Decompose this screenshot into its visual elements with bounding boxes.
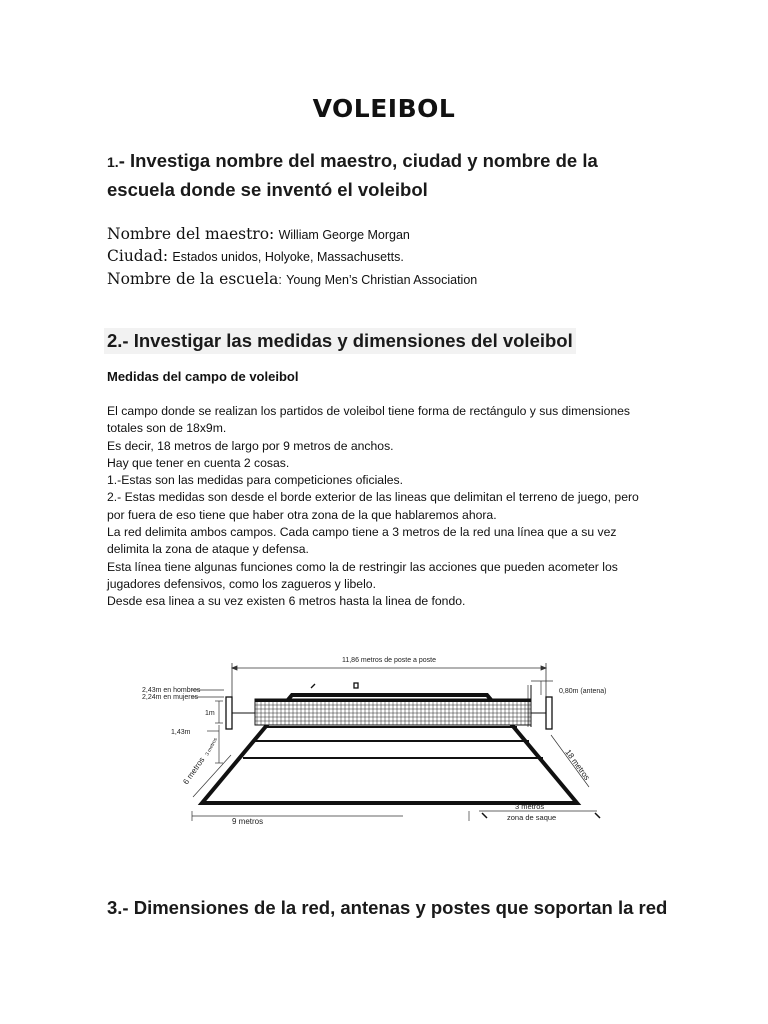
post-distance-label: 11,86 metros de poste a poste	[341, 657, 437, 664]
school-separator: :	[278, 273, 282, 287]
height-women-label: 2,24m en mujeres	[142, 694, 199, 701]
paragraph-line: Desde esa linea a su vez existen 6 metros hasta la linea de fondo.	[107, 594, 466, 609]
antenna-label: 0,80m (antena)	[559, 688, 607, 695]
paragraph-line: totales son de 18x9m.	[107, 421, 227, 436]
question-1	[107, 147, 667, 204]
length-label: 18 metros	[563, 747, 592, 782]
post-base-label: 1,43m	[171, 729, 191, 736]
teacher-value: William George Morgan	[278, 228, 410, 242]
width-label: 9 metros	[232, 817, 264, 826]
city-label: Ciudad:	[107, 247, 169, 265]
antenna-dimension	[531, 681, 553, 695]
school-row	[107, 269, 707, 290]
paragraph-line: 2.- Estas medidas son desde el borde exterior de las lineas que delimitan el terreno de juego, pero	[107, 490, 639, 505]
school-label: Nombre de la escuela	[107, 270, 279, 288]
paragraph-line: por fuera de eso tiene que haber otra zona de la que hablaremos ahora.	[107, 507, 497, 522]
paragraph-line: Esta línea tiene algunas funciones como la de restringir las acciones que pueden acometer los	[107, 559, 618, 574]
city-row	[107, 246, 707, 267]
teacher-label: Nombre del maestro:	[107, 225, 275, 243]
paragraph-line: La red delimita ambos campos. Cada campo tiene a 3 metros de la red una línea que a su vez	[107, 525, 617, 540]
serve-zone-label: zona de saque	[507, 813, 557, 822]
net-band-label: 1m	[205, 710, 215, 717]
page-title: VOLEIBOL	[312, 94, 456, 123]
question-1-text: - Investiga nombre del maestro, ciudad y nombre de la escuela donde se inventó el voleibol	[107, 150, 598, 200]
serve-distance-label: 3 metros	[515, 802, 545, 811]
city-value: Estados unidos, Holyoke, Massachusetts.	[172, 250, 404, 264]
court-diagram	[107, 635, 647, 850]
back-zone-label: 6 metros	[181, 755, 207, 787]
paragraph-line: delimita la zona de ataque y defensa.	[107, 542, 309, 557]
post-distance-dimension	[232, 663, 546, 697]
paragraph-line: Es decir, 18 metros de largo por 9 metros de anchos.	[107, 438, 394, 453]
attack-zone-label: 3 metros	[204, 736, 219, 757]
width-dimension	[192, 811, 403, 821]
right-post	[528, 685, 552, 729]
paragraph-line: El campo donde se realizan los partidos de voleibol tiene forma de rectángulo y sus dimensiones	[107, 404, 631, 418]
school-value: Young Men’s Christian Association	[286, 273, 478, 287]
teacher-row	[107, 224, 707, 245]
antenna-marks	[311, 683, 358, 688]
volleyball-net	[255, 699, 531, 725]
paragraph-line: jugadores defensivos, como los zagueros y libelo.	[107, 576, 376, 591]
body-paragraph	[107, 403, 687, 611]
question-3: 3.- Dimensiones de la red, antenas y postes que soportan la red	[107, 897, 668, 918]
subheading: Medidas del campo de voleibol	[107, 369, 299, 384]
question-1-number: 1.	[107, 154, 119, 170]
paragraph-line: 1.-Estas son las medidas para competiciones oficiales.	[107, 473, 404, 488]
height-men-label: 2,43m en hombres	[142, 687, 201, 694]
paragraph-line: Hay que tener en cuenta 2 cosas.	[107, 455, 290, 470]
question-2: 2.- Investigar las medidas y dimensiones del voleibol	[104, 328, 576, 354]
left-post	[226, 697, 255, 729]
